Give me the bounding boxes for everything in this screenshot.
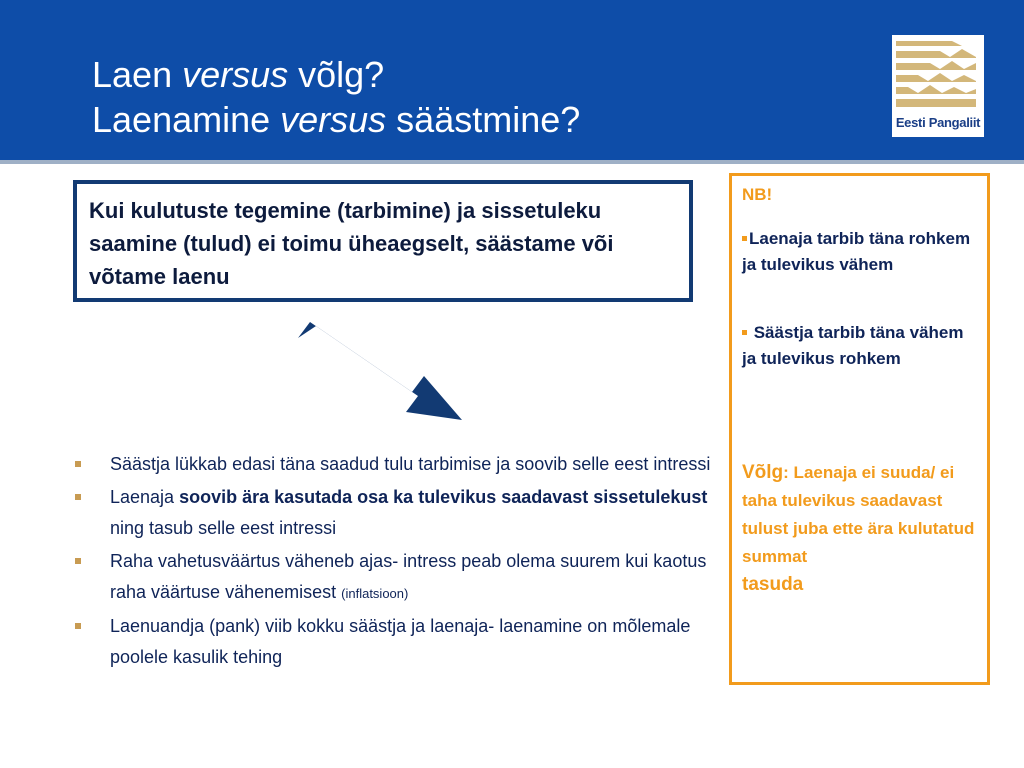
note-bullet-icon [742, 330, 747, 335]
bullet-text: Laenuandja (pank) viib kokku säästja ja laenaja- laenamine on mõlemale poolele kasulik tehing [110, 616, 691, 667]
bank-association-logo [892, 35, 984, 137]
title-line-1 [92, 52, 580, 97]
bullet-square-icon [75, 494, 81, 500]
bullet-square-icon [75, 623, 81, 629]
bullet-text: Raha vahetusväärtus väheneb ajas- intress peab olema suurem kui kaotus raha väärtuse vähenemisest [110, 551, 707, 602]
note-bullet-icon [742, 236, 747, 241]
note-item-text: Laenaja tarbib täna rohkem ja tulevikus vähem [742, 229, 971, 274]
bullet-item-value [72, 546, 722, 609]
title-line-2 [92, 97, 580, 142]
logo-emblem-icon [892, 35, 984, 115]
bullet-square-icon [75, 461, 81, 467]
note-debt-definition [742, 459, 978, 599]
bullet-item-lender [72, 611, 722, 673]
title-line-1-end: võlg? [288, 54, 385, 95]
debt-term: Võlg [742, 462, 784, 483]
bullet-text-start: Laenaja [110, 487, 180, 507]
down-right-arrow-icon [292, 316, 472, 426]
title-line-1-start: Laen [92, 54, 183, 95]
key-statement-text: Kui kulutuste tegemine (tarbimine) ja sissetuleku saamine (tulud) ei toimu üheaegselt, säästame või võtame laenu [89, 198, 614, 289]
note-title: NB! [742, 185, 773, 204]
bullet-text-end: ning tasub selle eest intressi [110, 518, 337, 538]
logo-text: Eesti Pangaliit [895, 115, 981, 130]
title-line-2-start: Laenamine [92, 99, 281, 140]
bullet-list [72, 449, 722, 675]
debt-text: : Laenaja ei suuda/ ei taha tulevikus saadavast tulust juba ette ära kulutatud summat [742, 463, 975, 566]
note-item-text: Säästja tarbib täna vähem ja tulevikus rohkem [742, 323, 964, 368]
note-box [729, 173, 990, 685]
title-line-2-end: säästmine? [386, 99, 581, 140]
bullet-text-bold: soovib ära kasutada osa ka tulevikus saadavast sissetulekust [179, 487, 708, 507]
title-line-2-emphasis: versus [280, 99, 387, 140]
bullet-item-borrower [72, 482, 722, 544]
slide-title [92, 52, 580, 142]
bullet-item-saver [72, 449, 722, 480]
debt-text-end: tasuda [742, 574, 804, 595]
bullet-text: Säästja lükkab edasi täna saadud tulu tarbimise ja soovib selle eest intressi [110, 454, 711, 474]
note-item-saver [742, 320, 978, 372]
key-statement-box [73, 180, 693, 302]
note-item-borrower [742, 226, 978, 278]
bullet-text-small: (inflatsioon) [341, 586, 409, 601]
bullet-square-icon [75, 558, 81, 564]
title-line-1-emphasis: versus [182, 54, 289, 95]
header-divider [0, 160, 1024, 164]
